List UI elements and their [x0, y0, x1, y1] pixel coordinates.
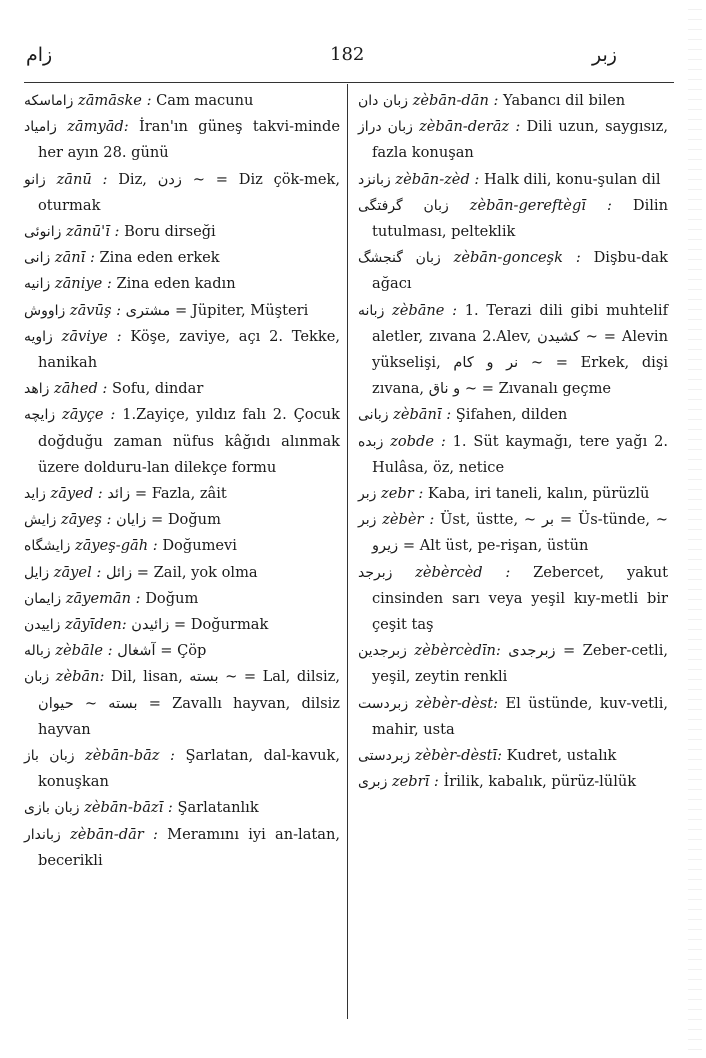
entry-definition: Doğumevi — [162, 537, 237, 555]
dictionary-entry — [24, 533, 340, 559]
page-edge — [688, 0, 702, 1058]
entry-arabic-headword: زایل — [24, 564, 50, 581]
entry-arabic-headword: زبردست — [358, 695, 409, 712]
entry-transliteration: zāvūş : — [69, 301, 121, 319]
entry-arabic-headword: زاویه — [24, 328, 53, 345]
entry-definition: El üstünde, kuv-vetli, mahir, usta — [372, 694, 668, 738]
entry-arabic-headword: زایچه — [24, 407, 56, 424]
entry-definition: Halk dili, konu-şulan dil — [483, 170, 661, 188]
entry-arabic-headword: زبانزد — [358, 171, 391, 188]
entry-definition: Şarlatan, dal-kavuk, konuşkan — [38, 747, 340, 791]
entry-transliteration: zèbèrcèdīn: — [414, 642, 501, 660]
header-rule — [24, 82, 674, 83]
dictionary-entry — [358, 114, 668, 166]
entry-arabic-headword: زبان دراز — [358, 119, 413, 136]
entry-arabic-headword: زانیه — [24, 276, 51, 293]
dictionary-entry — [24, 88, 340, 114]
dictionary-entry — [358, 298, 668, 403]
entry-transliteration: zāyīden: — [65, 616, 127, 634]
entry-arabic-headword: زایشگاه — [24, 538, 71, 555]
entry-definition: Üst, üstte, ~ بر = Üs-tünde, ~ زیرو = Alt üst, pe-rişan, üstün — [372, 511, 669, 555]
entry-transliteration: zānū : — [56, 170, 108, 188]
header-left-guide-word: زام — [26, 44, 53, 66]
entry-transliteration: zèbān-dān : — [412, 92, 499, 109]
dictionary-entry — [358, 402, 668, 428]
entry-transliteration: zèbāne : — [392, 301, 458, 319]
dictionary-entry — [358, 560, 668, 639]
entry-transliteration: zèbèrcèd : — [415, 563, 511, 581]
entry-transliteration: zāyel : — [53, 563, 102, 581]
entry-arabic-headword: زاهد — [24, 381, 50, 398]
right-column — [358, 88, 668, 795]
entry-arabic-headword: زانو — [24, 171, 46, 188]
entry-arabic-headword: زایش — [24, 512, 57, 529]
entry-transliteration: zāyeş-gāh : — [75, 537, 158, 555]
entry-definition: مشتری = Jüpiter, Müşteri — [125, 301, 309, 319]
entry-definition: Zina eden erkek — [99, 249, 220, 267]
entry-definition: Diz, زدن ~ = Diz çök-mek, oturmak — [38, 170, 341, 214]
entry-definition: Cam macunu — [156, 92, 254, 109]
column-divider — [347, 84, 348, 1019]
dictionary-entry — [24, 271, 340, 297]
entry-transliteration: zāniye : — [54, 275, 112, 293]
entry-arabic-headword: زبرجدین — [358, 643, 407, 660]
dictionary-entry — [24, 507, 340, 533]
entry-definition: زائد = Fazla, zâit — [107, 485, 227, 503]
entry-definition: Meramını iyi an-latan, becerikli — [38, 825, 341, 869]
dictionary-entry — [24, 481, 340, 507]
entry-definition: Dil, lisan, بسته ~ = Lal, dilsiz, بسته ~ حیوان = Zavallı hayvan, dilsiz hayvan — [38, 668, 341, 738]
entry-transliteration: zāhed : — [54, 380, 108, 398]
entry-arabic-headword: زاووش — [24, 302, 66, 319]
entry-transliteration: zèbān-gereftègī : — [469, 196, 612, 214]
entry-transliteration: zebrī : — [391, 773, 439, 791]
entry-arabic-headword: زبردستی — [358, 748, 411, 765]
entry-arabic-headword: زبان بازی — [24, 800, 80, 817]
entry-transliteration: zèbèr : — [382, 511, 435, 529]
entry-transliteration: zèbān: — [55, 668, 105, 686]
entry-arabic-headword: زبانه — [358, 302, 385, 319]
entry-arabic-headword: زاییدن — [24, 617, 61, 634]
header-right-guide-word: زبر — [592, 44, 617, 66]
entry-transliteration: zāyeş : — [61, 511, 112, 529]
entry-definition: Kaba, iri taneli, kalın, pürüzlü — [427, 485, 650, 503]
entry-arabic-headword: زاید — [24, 486, 46, 503]
dictionary-entry — [358, 245, 668, 297]
dictionary-entry — [24, 560, 340, 586]
page-number: 182 — [330, 44, 365, 65]
dictionary-entry — [358, 691, 668, 743]
entry-arabic-headword: زامياد — [24, 119, 57, 136]
dictionary-entry — [24, 664, 340, 743]
entry-transliteration: zāmyād: — [67, 118, 129, 136]
entry-definition: Zina eden kadın — [116, 275, 236, 293]
entry-definition: Köşe, zaviye, açı 2. Tekke, hanikah — [38, 327, 341, 372]
entry-transliteration: zèbān-gonceşk : — [453, 249, 581, 267]
entry-arabic-headword: زبری — [358, 774, 388, 791]
entry-transliteration: zèbèr-dèst: — [415, 694, 499, 712]
dictionary-entry — [24, 743, 340, 795]
entry-arabic-headword: زبان گنجشگ — [358, 250, 441, 267]
dictionary-entry — [24, 245, 340, 271]
entry-arabic-headword: زباندار — [24, 826, 61, 843]
entry-arabic-headword: زبان باز — [24, 748, 75, 765]
entry-transliteration: zāyed : — [50, 485, 103, 503]
entry-transliteration: zānī : — [54, 249, 95, 267]
entry-arabic-headword: زبرجد — [358, 564, 393, 581]
dictionary-entry — [24, 114, 340, 166]
entry-transliteration: zèbān-zèd : — [395, 170, 480, 188]
dictionary-entry — [358, 167, 668, 193]
dictionary-entry — [358, 743, 668, 769]
entry-definition: Şarlatanlık — [177, 799, 259, 817]
entry-transliteration: zāviye : — [61, 327, 122, 345]
entry-transliteration: zāyemān : — [65, 589, 141, 607]
entry-arabic-headword: زباله — [24, 643, 51, 660]
entry-definition: 1. Süt kaymağı, tere yağı 2. Hulâsa, öz, netice — [372, 432, 669, 476]
entry-arabic-headword: زبان گرفتگی — [358, 197, 449, 214]
entry-arabic-headword: زبر — [358, 512, 377, 529]
entry-transliteration: zèbān-derāz : — [419, 118, 521, 136]
entry-definition: 1.Zayiçe, yıldız falı 2. Çocuk doğduğu zaman nüfus kâğıdı alınmak üzere dolduru-lan dilekçe formu — [38, 406, 341, 476]
entry-definition: İrilik, kabalık, pürüz-lülük — [443, 773, 637, 791]
entry-definition: زائیدن = Doğurmak — [131, 616, 269, 634]
entry-transliteration: zèbān-bāz : — [85, 747, 175, 765]
entry-transliteration: zānū'ī : — [66, 223, 120, 241]
entry-transliteration: zebr : — [381, 485, 424, 503]
entry-definition: Dilin tutulması, pelteklik — [372, 196, 668, 241]
entry-definition: آشغال = Çöp — [117, 642, 207, 660]
entry-definition: زایان = Doğum — [116, 511, 221, 529]
entry-arabic-headword: زبانی — [358, 407, 389, 424]
dictionary-entry — [24, 586, 340, 612]
dictionary-entry — [358, 193, 668, 245]
dictionary-entry — [358, 769, 668, 795]
dictionary-entry — [358, 481, 668, 507]
entry-transliteration: zèbān-dār : — [70, 825, 158, 843]
entry-transliteration: zèbān-bāzī : — [84, 799, 173, 817]
entry-arabic-headword: زانی — [24, 250, 51, 267]
dictionary-entry — [358, 429, 668, 481]
entry-definition: Dili uzun, saygısız, fazla konuşan — [372, 118, 669, 162]
left-column — [24, 88, 340, 874]
entry-definition: Doğum — [145, 589, 199, 607]
entry-definition: İran'ın güneş takvi-minde her ayın 28. günü — [38, 118, 340, 162]
dictionary-entry — [24, 638, 340, 664]
entry-definition: Dişbu-dak ağacı — [372, 249, 668, 293]
dictionary-entry — [24, 795, 340, 821]
entry-arabic-headword: زبان — [24, 669, 50, 686]
dictionary-entry — [24, 402, 340, 481]
dictionary-entry — [24, 612, 340, 638]
entry-arabic-headword: زبان دان — [358, 93, 409, 109]
dictionary-entry — [358, 88, 668, 114]
dictionary-entry — [24, 324, 340, 376]
entry-definition: Zebercet, yakut cinsinden sarı veya yeşil kıy-metli bir çeşit taş — [372, 563, 669, 634]
entry-definition: Sofu, dindar — [112, 380, 204, 398]
entry-transliteration: zèbāle : — [55, 642, 113, 660]
entry-arabic-headword: زبر — [358, 486, 377, 503]
entry-definition: Şifahen, dilden — [455, 406, 568, 424]
entry-definition: Boru dirseği — [124, 223, 216, 241]
entry-definition: Kudret, ustalık — [506, 747, 617, 765]
dictionary-entry — [24, 822, 340, 874]
entry-arabic-headword: زاماسكه — [24, 93, 74, 109]
dictionary-entry — [24, 298, 340, 324]
dictionary-entry — [24, 167, 340, 219]
entry-transliteration: zèbānī : — [393, 406, 452, 424]
entry-definition: زائل = Zail, yok olma — [105, 563, 258, 581]
entry-definition: Yabancı dil bilen — [503, 92, 626, 109]
entry-definition: 1. Terazi dili gibi muhtelif aletler, zıvana 2.Alev, کشیدن ~ = Alevin yükselişi, نر و کام ~ = Erkek, dişi zıvana, و ناق ~ = Zıvanalı geçme — [372, 301, 669, 398]
dictionary-entry — [358, 507, 668, 559]
entry-arabic-headword: زایمان — [24, 590, 62, 607]
entry-arabic-headword: زبده — [358, 433, 384, 450]
dictionary-entry — [24, 376, 340, 402]
entry-arabic-headword: زانوئی — [24, 224, 62, 241]
entry-transliteration: zāmāske : — [78, 92, 152, 109]
entry-definition: زبرجدی = Zeber-cetli, yeşil, zeytin renkli — [372, 642, 668, 686]
dictionary-entry — [358, 638, 668, 690]
entry-transliteration: zèbèr-dèstī: — [414, 747, 503, 765]
dictionary-entry — [24, 219, 340, 245]
entry-transliteration: zobde : — [390, 432, 446, 450]
entry-transliteration: zāyçe : — [62, 406, 116, 424]
